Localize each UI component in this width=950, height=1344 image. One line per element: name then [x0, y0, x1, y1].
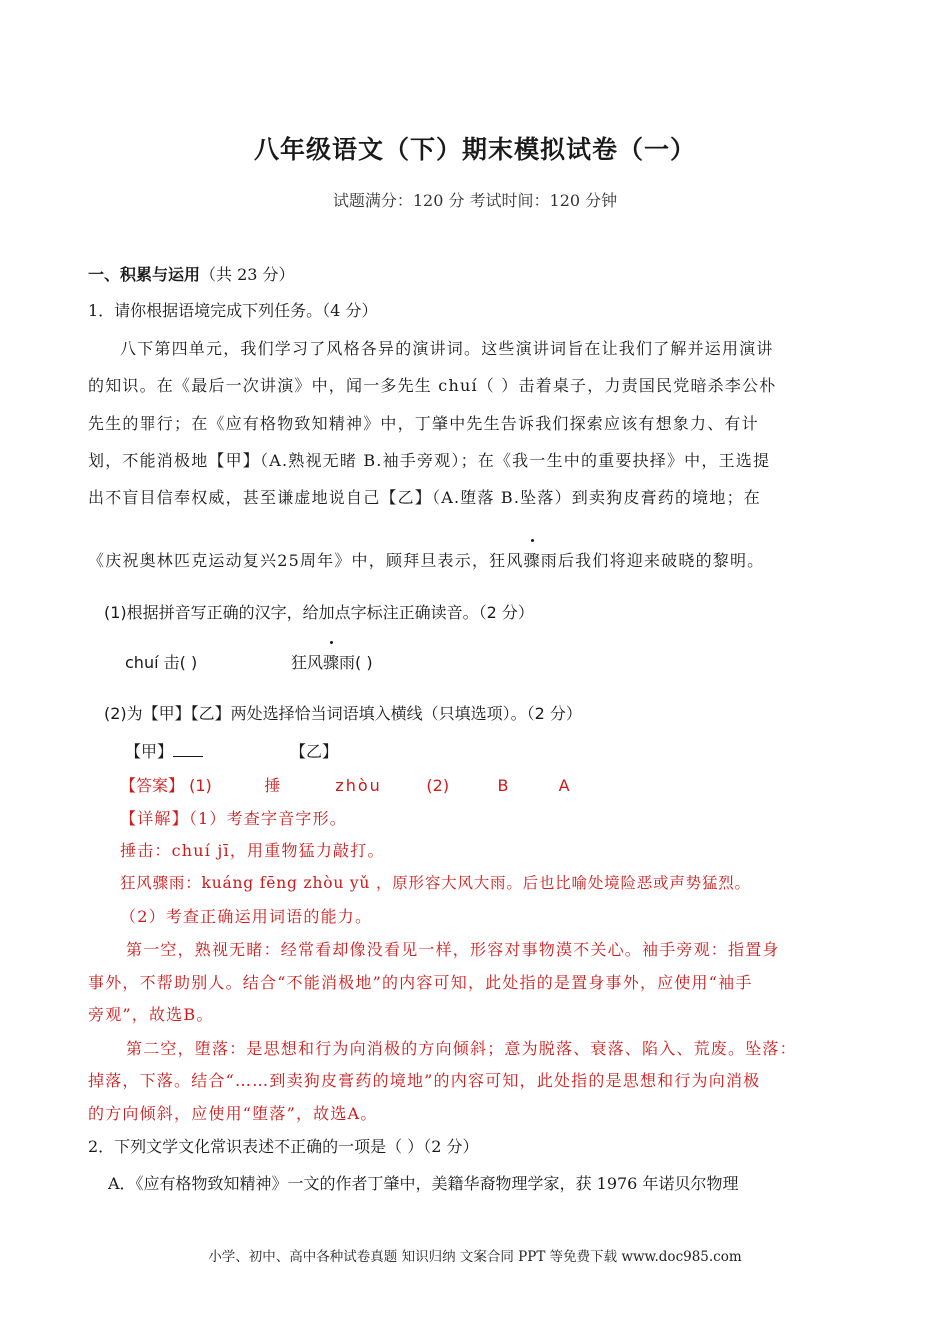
passage-line: 先生的罪行；在《应有格物致知精神》中，丁肇中先生告诉我们探索应该有想象力、有计: [88, 414, 759, 433]
sub-question-2: (2)为【甲】【乙】两处选择恰当词语填入横线（只填选项）。（2 分）: [104, 704, 582, 723]
section-title: 一、积累与运用: [88, 265, 201, 284]
page-footer: 小学、初中、高中各种试卷真题 知识归纳 文案合同 PPT 等免费下载 www.doc985.com: [208, 1249, 742, 1265]
pinyin-blank-a: chuí 击( ): [125, 653, 198, 672]
passage-text: 雨后我们将迎来破晓的黎明。: [540, 551, 765, 570]
dotted-char: 骤: [323, 650, 339, 673]
detail-tag: 【详解】: [120, 809, 189, 828]
section-score: （共 23 分）: [200, 265, 295, 284]
exam-info: 试题满分：120 分 考试时间：120 分钟: [332, 191, 618, 210]
passage-line: 的知识。在《最后一次讲演》中，闻一多先生 chuí（ ）击着桌子，力责国民党暗杀李公朴: [88, 376, 777, 395]
answer-blank: [173, 742, 203, 757]
answer-item: zhòu: [335, 776, 382, 795]
pinyin-blank-b: [291, 650, 373, 673]
detail-line: 第二空，堕落：是思想和行为向消极的方向倾斜；意为脱落、衰落、陷入、荒废。坠落：: [126, 1039, 797, 1058]
answer-item: (2): [426, 776, 450, 795]
detail-line: 的方向倾斜，应使用“堕落”，故选A。: [88, 1104, 378, 1123]
passage-line: 八下第四单元，我们学习了风格各异的演讲词。这些演讲词旨在让我们了解并运用演讲: [120, 339, 774, 358]
detail-line: 狂风骤雨：kuáng fēng zhòu yǔ ，原形容大风大雨。后也比喻处境险恶或声势猛烈。: [120, 874, 751, 892]
blank-text: 雨( ): [339, 653, 373, 672]
sub-question-1: (1)根据拼音写正确的汉字，给加点字标注正确读音。（2 分）: [104, 603, 534, 622]
passage-line: 划，不能消极地【甲】（A.熟视无睹 B.袖手旁观）；在《我一生中的重要抉择》中，王选提: [88, 451, 771, 470]
answer-item: 捶: [264, 776, 281, 795]
detail-line: 旁观”，故选B。: [88, 1005, 214, 1024]
question-2-stem: 2．下列文学文化常识表述不正确的一项是（ ）（2 分）: [88, 1137, 479, 1156]
detail-line: （2）考查正确运用词语的能力。: [120, 907, 373, 926]
passage-text: 《庆祝奥林匹克运动复兴25周年》中，顾拜旦表示，狂风: [88, 551, 524, 570]
fill-jia: [125, 739, 203, 762]
question-1-stem: 1．请你根据语境完成下列任务。（4 分）: [88, 301, 378, 320]
answer-tag: 【答案】: [120, 776, 185, 795]
detail-text: （1）考查字音字形。: [188, 809, 347, 828]
passage-line: 出不盲目信奉权威，甚至谦虚地说自己【乙】（A.堕落 B.坠落）到卖狗皮膏药的境地；在: [88, 488, 761, 507]
answer-item: (1): [189, 776, 212, 795]
passage-line-last: [88, 548, 764, 571]
detail-line: 第一空，熟视无睹：经常看却像没看见一样，形容对事物漠不关心。袖手旁观：指置身: [126, 940, 780, 959]
detail-line: 捶击：chuí jī，用重物猛力敲打。: [120, 841, 385, 860]
dotted-char: 骤: [524, 548, 541, 571]
jia-label: 【甲】: [125, 742, 174, 761]
section-heading: [88, 262, 295, 285]
answer-line: [120, 773, 570, 796]
blank-text: 狂风: [291, 653, 324, 672]
question-2-option-a: A．《应有格物致知精神》一文的作者丁肇中，美籍华裔物理学家，获 1976 年诺贝尔物理: [108, 1174, 739, 1193]
page-title: 八年级语文（下）期末模拟试卷（一）: [253, 135, 696, 164]
detail-line: 掉落，下落。结合“……到卖狗皮膏药的境地”的内容可知，此处指的是思想和行为向消极: [88, 1071, 761, 1090]
answer-item: B: [497, 776, 509, 795]
fill-yi: 【乙】: [290, 742, 339, 761]
answer-item: A: [558, 776, 570, 795]
detail-line: 事外，不帮助别人。结合“不能消极地”的内容可知，此处指的是置身事外，应使用“袖手: [88, 973, 753, 992]
detail-heading: [120, 806, 347, 829]
